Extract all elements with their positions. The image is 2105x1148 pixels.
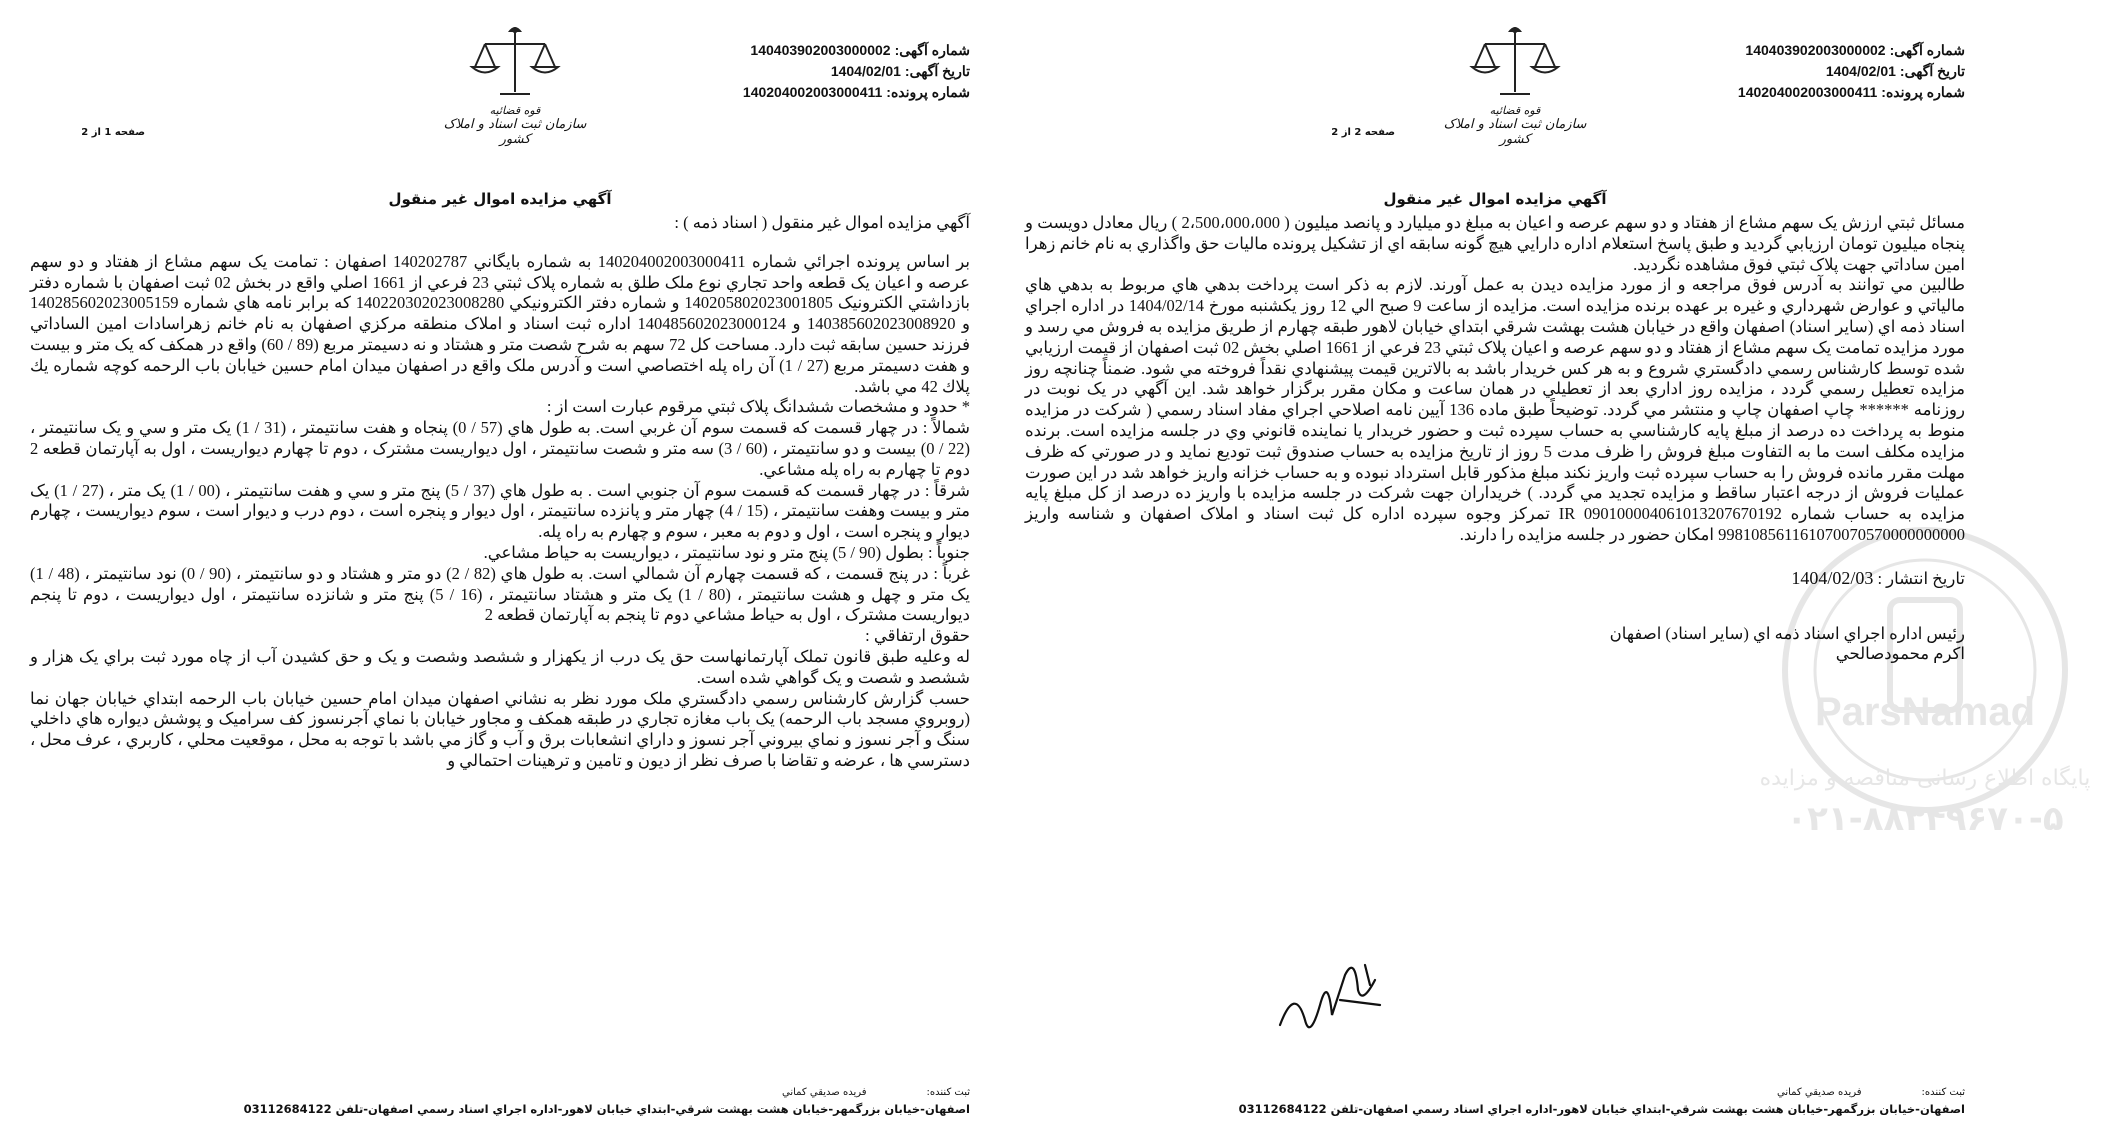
paragraph: * حدود و مشخصات ششدانگ پلاک ثبتي مرقوم عبارت است از : (546, 397, 970, 417)
case-number: 140204002003000411 (1737, 84, 1878, 100)
publish-date-label: تاريخ انتشار : (1877, 568, 1965, 588)
registrar-name: فريده صديقي کماني (1776, 1087, 1862, 1098)
case-number-label: شماره پرونده: (1881, 84, 1965, 100)
ad-meta (640, 40, 970, 103)
scales-of-justice-icon (430, 22, 600, 112)
judiciary-emblem (430, 22, 600, 147)
paragraph: حقوق ارتفاقي : (865, 626, 970, 646)
paragraph: جنوباً : بطول (90 / 5) پنج متر و نود سانتيمتر ، ديواريست به حياط مشاعي. (483, 542, 970, 562)
ad-number-label: شماره آگهی: (894, 42, 970, 58)
page-footer (30, 1084, 970, 1118)
org-name: سازمان ثبت اسناد و املاک کشور (1443, 117, 1587, 147)
publish-date: 1404/02/03 (1791, 567, 1874, 588)
page-footer (1025, 1084, 1965, 1118)
paragraph: له وعليه طبق قانون تملک آپارتمانهاست حق يک درب از يکهزار و ششصد وشصت و يک و حق کشيدن آب از چاه مورد ثبت براي يک هزار و ششصد و شصت و يک گواهي شده است. (30, 646, 970, 687)
ad-date-label: تاریخ آگهی: (904, 63, 970, 79)
signatory-title: رئيس اداره اجراي اسناد ذمه اي (ساير اسناد) اصفهان (1609, 623, 1965, 643)
notice-title: آگهي مزايده اموال غير منقول (1383, 190, 1607, 208)
registrar-label: ثبت کننده: (926, 1087, 970, 1098)
notice-body (30, 213, 970, 772)
office-address: اصفهان-خيابان بزرگمهر-خيابان هشت بهشت شرقي-ابتداي خيابان لاهور-اداره اجراي اسناد رسمي اصفهان-تلفن 03112684122 (243, 1102, 970, 1116)
judiciary-label: قوه قضائیه (1489, 104, 1541, 117)
paragraph: بر اساس پرونده اجرائي شماره 140204002003000411 به شماره بايگاني 140202787 اصفهان : تمامت يک سهم مشاع از هفتاد و دو سهم عرصه و اعيان يک قطعه واحد تجاري نوع ملک طلق به شماره پلاک ثبتي 23 فرعي از 1661 اصلي واقع در بخش 02 ثبت اصفهان با شماره دفتر بازداشتي الکترونيک 140205802023001805 و شماره دفتر الکترونيکي 140220302023008280 که برابر نامه هاي شماره 140285602023005159 و 140385602023008920 و 140485602023000124 اداره ثبت اسناد و املاک منطقه مرکزي اصفهان به نام خانم زهراسادات امين الساداتي فرزند حسين سابقه ثبت دارد. مساحت کل 72 سهم به شرح شصت متر و هشتاد و نه دسيمتر مربع (89 / 60) واقع در همکف که يک متر و بيست و هفت دسيمتر مربع (27 / 1) آن راه پله اختصاصي است و آدرس ملک واقع در اصفهان ميدان امام حسين خيابان باب الرحمه کوچه شماره يك پلاك 42 مي باشد. (30, 251, 971, 396)
paragraph: حسب گزارش کارشناس رسمي دادگستري ملک مورد نظر به نشاني اصفهان ميدان امام حسين خيابان باب الرحمه ابتداي خيابان جهان نما (روبروي مسجد باب الرحمه) يک باب مغازه تجاري در طبقه همکف و مجاور خيابان با نماي آجرنسوز کف سراميک و پوشش ديواره هاي داخلي سنگ و آجر نسوز و نماي بيروني آجر نسوز و داراي انشعابات برق و آب و گاز مي باشد با توجه به محل ، موقعيت محلي ، کاربري ، عرف محل ، دسترسي ها ، عرضه و تقاضا با صرف نظر از ديون و تامين و ترهينات احتمالي و (30, 688, 970, 770)
paragraph: مسائل ثبتي ارزش يک سهم مشاع از هفتاد و دو سهم عرصه و اعيان به مبلغ دو ميليارد و پانصد ميليون ( 2،500،000،000 ) ريال معادل دويست و پنجاه ميليون تومان ارزيابي گرديد و طبق پاسخ استعلام اداره دارايي هيچ گونه سابقه اي از تشکيل پرونده ماليات حق واگذاري به نام خانم زهرا امين ساداتي جهت پلاک ثبتي فوق مشاهده نگرديد. (1025, 213, 1966, 274)
case-number: 140204002003000411 (742, 84, 883, 100)
signatory-name: اكرم محمودصالحي (1835, 644, 1965, 664)
paragraph: شرقاً : در چهار قسمت که قسمت سوم آن جنوبي است . به طول هاي (37 / 5) پنج متر و سي و هفت سانتيمتر ، (00 / 1) يک متر ، (27 / 1) يک متر و بيست وهفت سانتيمتر ، (15 / 4) چهار متر و پانزده سانتيمتر ، اول ديوار و پنجره است ، دوم درب و ديوار است ، سوم ديواريست ، چهارم ديوار و پنجره است ، اول و دوم به معبر ، سوم و چهارم به راه پله. (30, 480, 970, 542)
notice-body (1025, 213, 1965, 665)
ad-date-label: تاریخ آگهی: (1899, 63, 1965, 79)
ad-number: 140403902003000002 (750, 42, 891, 58)
paragraph: شمالاً : در چهار قسمت که قسمت سوم آن غربي است. به طول هاي (57 / 0) پنجاه و هفت سانتيمتر ، (31 / 1) يک متر و سي و يک سانتيمتر ، (22 / 0) بيست و دو سانتيمتر ، (60 / 3) سه متر و شصت سانتيمتر ، اول ديواريست مشترک ، دوم تا چهارم ديواريست ، اول به آپارتمان قطعه 2 دوم تا چهارم به راه پله مشاعي. (30, 418, 970, 479)
publish-line (1025, 568, 1965, 590)
registrar-label: ثبت کننده: (1921, 1087, 1965, 1098)
watermark-brand: ParsNamad (1814, 690, 2036, 734)
office-address: اصفهان-خيابان بزرگمهر-خيابان هشت بهشت شرقي-ابتداي خيابان لاهور-اداره اجراي اسناد رسمي اصفهان-تلفن 03112684122 (1238, 1102, 1965, 1116)
page-2 (1005, 0, 2091, 1148)
watermark-tagline: پایگاه اطلاع رسانی مناقصه و مزایده (1759, 766, 2091, 791)
case-number-label: شماره پرونده: (886, 84, 970, 100)
ad-number-label: شماره آگهی: (1889, 42, 1965, 58)
page-indicator: صفحه 2 از 2 (1331, 127, 1395, 138)
notice-title: آگهي مزايده اموال غير منقول (388, 190, 612, 208)
judiciary-label: قوه قضائیه (489, 104, 541, 117)
page-1 (10, 0, 990, 1148)
ad-date: 1404/02/01 (830, 63, 901, 79)
ad-date: 1404/02/01 (1825, 63, 1896, 79)
registrar-name: فريده صديقي کماني (781, 1087, 867, 1098)
judiciary-emblem (1430, 22, 1600, 147)
signature-icon (1270, 945, 1390, 1045)
watermark-phone: ۰۲۱-۸۸۳۴۹۶۷۰-۵ (1786, 799, 2064, 839)
paragraph: آگهي مزايده اموال غير منقول ( اسناد ذمه ) : (674, 213, 970, 232)
scales-of-justice-icon (1430, 22, 1600, 112)
org-name: سازمان ثبت اسناد و املاک کشور (443, 117, 587, 147)
ad-meta (1635, 40, 1965, 103)
ad-number: 140403902003000002 (1745, 42, 1886, 58)
paragraph: طالبين مي توانند به آدرس فوق مراجعه و از مورد مزايده ديدن به عمل آورند. لازم به ذکر است پرداخت بدهي هاي مربوط به بدهي هاي مالياتي و عوارض شهرداري و غيره بر عهده برنده مزايده است. مزايده از ساعت 9 صبح الي 12 روز يکشنبه مورخ 1404/02/14 در اداره اجراي اسناد ذمه اي (ساير اسناد) اصفهان واقع در خيابان هشت بهشت شرقي ابتداي خيابان لاهور طبقه چهارم از طريق مزايده به فروش مي رسد و مورد مزايده تمامت يک سهم مشاع از هفتاد و دو سهم عرصه و اعيان پلاک ثبتي 23 فرعي از 1661 اصلي بخش 02 ثبت اصفهان از قيمت ارزيابي شده توسط کارشناس رسمي دادگستري شروع و به هر کس خريدار باشد به بالاترين قيمت پيشنهادي نقداً فروخته مي شود. ضمناً چنانچه روز مزايده تعطيل رسمي گردد ، مزايده روز اداري بعد از تعطيلي در همان ساعت و مکان مقرر برگزار خواهد شد. اين آگهي در يک نوبت در روزنامه ****** چاپ اصفهان چاپ و منتشر مي گردد. توضيحاً طبق ماده 136 آيين نامه اصلاحي اجراي مفاد اسناد رسمي ( شرکت در مزايده منوط به پرداخت ده درصد از مبلغ پايه کارشناسي به حساب سپرده ثبت و حضور خريدار يا نماينده قانوني وي در جلسه مزايده است. برنده مزايده مکلف است ما به التفاوت مبلغ فروش را ظرف مدت 5 روز از تاريخ مزايده به حساب صندوق ثبت توديع نمايد و در صورتي كه ظرف مهلت مقرر مانده فروش را به حساب سپرده ثبت واريز نکند مبلغ مذکور قابل استرداد نبوده و به حساب خزانه واريز خواهد شد در اين صورت عمليات فروش از درجه اعتبار ساقط و مزايده تجديد مي گردد. ) خريداران جهت شرکت در جلسه مزايده با واريز ده درصد از کل مبلغ پايه مزايده به حساب شماره IR 090100004061013207670192 تمرکز وجوه سپرده اداره کل ثبت اسناد و املاک اصفهان و شناسه واريز 998108561161070070570000000000 امکان حضور در جلسه مزايده را دارند. (1025, 275, 1965, 544)
paragraph: غرباً : در پنج قسمت ، که قسمت چهارم آن شمالي است. به طول هاي (82 / 2) دو متر و هشتاد و دو سانتيمتر ، (90 / 0) نود سانتيمتر ، (48 / 1) يک متر و چهل و هشت سانتيمتر ، (80 / 1) يک متر و هشتاد سانتيمتر ، (16 / 5) پنج متر و شانزده سانتيمتر ، اول ديواريست ، دوم تا پنجم ديواريست مشترک ، اول به حياط مشاعي دوم تا پنجم به آپارتمان قطعه 2 (30, 563, 970, 625)
page-indicator: صفحه 1 از 2 (81, 127, 145, 138)
